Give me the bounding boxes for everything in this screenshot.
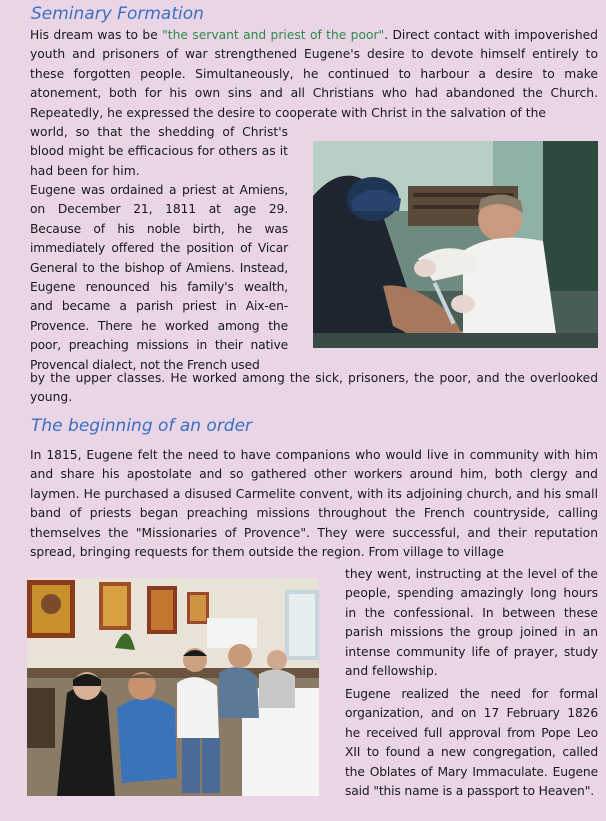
paragraph-dream-body: . Direct contact with impoverished youth and prisoners of war strengthened Eugene's desire to devote himself entirely to these forgotten people. Simultaneously, he continued to harbour a desire to make atonement, both for his own sins and all Christians who had abandoned the Church. Repeatedly, he expressed the desire to cooperate with Christ in the salvation of the (30, 28, 598, 120)
photo-community-gathering (27, 578, 319, 796)
paragraph-ordination: Eugene was ordained a priest at Amiens, on December 21, 1811 at age 29. Because of his noble birth, he was immediately offered the position of Vicar General to the bishop of Amiens. Instead, Eugene renounced his family's wealth, and became a parish priest in Aix-en-Provence. There he worked among the poor, preaching missions in their native Provencal dialect, not the French used (30, 183, 288, 372)
paragraph-companions: In 1815, Eugene felt the need to have companions who would live in community with him and share his apostolate and so gathered other workers around him, both clergy and laymen. He purchased a disused Carmelite convent, with its adjoining church, and his small band of priests began preaching missions throughout the French countryside, calling themselves the "Missionaries of Provence". They were successful, and their reputation spread, bringing requests for them outside the region. From village to village (30, 448, 598, 560)
quote-servant-priest: "the servant and priest of the poor" (162, 28, 385, 42)
photo-community-illustration (27, 578, 319, 796)
paragraph-dream (30, 26, 598, 123)
paragraph-ordination-end: by the upper classes. He worked among the sick, prisoners, the poor, and the overlooked young. (30, 371, 598, 405)
photo-foot-care-illustration (313, 141, 598, 348)
photo-foot-care (313, 141, 598, 348)
paragraph-oblates: Eugene realized the need for formal organization, and on 17 February 1826 he received full approval from Pope Leo XII to found a new congregation, called the Oblates of Mary Immaculate. Eugene said "this name is a passport to Heaven". (345, 687, 598, 799)
section-title-seminary-formation: Seminary Formation (31, 4, 204, 24)
section-title-beginning-of-an-order: The beginning of an order (31, 416, 253, 436)
paragraph-dream-end: world, so that the shedding of Christ's blood might be efficacious for others as it had been for him. (30, 125, 288, 178)
paragraph-missions: they went, instructing at the level of the people, spending amazingly long hours in the confessional. In between these parish missions the group joined in an intense community life of prayer, study and fellowship. (345, 567, 598, 679)
paragraph-dream-lead: His dream was to be (30, 28, 163, 42)
